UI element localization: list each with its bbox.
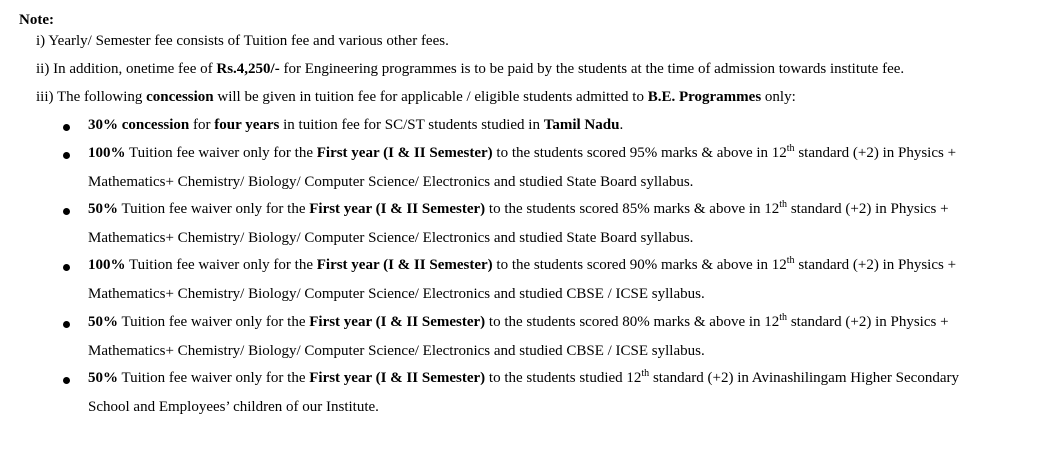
bullet-3-sup: th	[779, 199, 788, 210]
note-item-ii-text-a: ii) In addition, onetime fee of	[36, 61, 217, 77]
concession-bullet-state-board-100	[88, 145, 956, 162]
bullet-4-text-b: Tuition fee waiver only for the	[125, 257, 317, 273]
be-programmes-keyword: B.E. Programmes	[647, 89, 762, 105]
concession-bullet-cbse-50	[88, 314, 949, 331]
bullet-4-text-d: to the students scored 90% marks & above in 12	[492, 257, 787, 273]
note-item-iii-text-c: will be given in tuition fee for applicable / eligible students admitted to	[213, 89, 648, 105]
bullet-4-bold-a: 100%	[88, 257, 126, 273]
bullet-1-bold-e: Tamil Nadu	[543, 117, 620, 133]
bullet-5-text-e: standard (+2) in Physics +	[787, 314, 949, 330]
concession-bullet-sc-st	[88, 117, 623, 134]
bullet-2-text-e: standard (+2) in Physics +	[794, 145, 957, 161]
bullet-2-continuation: Mathematics+ Chemistry/ Biology/ Computer Science/ Electronics and studied State Board syllabus.	[88, 174, 694, 190]
note-item-iii-text-a: iii) The following	[36, 89, 147, 105]
concession-bullet-cbse-100	[88, 257, 956, 274]
bullet-1-bold-c: four years	[214, 117, 280, 133]
bullet-5-text-d: to the students scored 80% marks & above in 12	[485, 314, 780, 330]
bullet-3-text-e: standard (+2) in Physics +	[787, 201, 949, 217]
bullet-2-bold-a: 100%	[88, 145, 126, 161]
bullet-3-text-d: to the students scored 85% marks & above in 12	[485, 201, 780, 217]
bullet-4-text-e: standard (+2) in Physics +	[794, 257, 957, 273]
bullet-6-text-e: standard (+2) in Avinashilingam Higher Secondary	[649, 370, 959, 386]
bullet-dot	[63, 321, 70, 328]
concession-bullet-avinashilingam	[88, 370, 959, 387]
bullet-dot	[63, 264, 70, 271]
bullet-5-sup: th	[779, 312, 788, 323]
bullet-4-sup: th	[786, 255, 795, 266]
bullet-1-bold-a: 30% concession	[88, 117, 190, 133]
note-item-ii-text-c: for Engineering programmes is to be paid by the students at the time of admission towards institute fee.	[279, 61, 905, 77]
bullet-6-bold-a: 50%	[88, 370, 118, 386]
bullet-4-continuation: Mathematics+ Chemistry/ Biology/ Computer Science/ Electronics and studied CBSE / ICSE syllabus.	[88, 286, 705, 302]
bullet-6-text-d: to the students studied 12	[485, 370, 642, 386]
bullet-3-text-b: Tuition fee waiver only for the	[118, 201, 310, 217]
bullet-dot	[63, 152, 70, 159]
bullet-3-bold-a: 50%	[88, 201, 118, 217]
bullet-2-text-b: Tuition fee waiver only for the	[125, 145, 317, 161]
note-item-iii-text-e: only:	[761, 89, 796, 105]
bullet-3-continuation: Mathematics+ Chemistry/ Biology/ Computer Science/ Electronics and studied State Board syllabus.	[88, 230, 694, 246]
concession-bullet-state-board-50	[88, 201, 949, 218]
note-item-iii	[36, 89, 796, 106]
bullet-1-text-d: in tuition fee for SC/ST students studied in	[279, 117, 544, 133]
bullet-dot	[63, 377, 70, 384]
note-heading: Note:	[19, 12, 54, 28]
bullet-2-text-d: to the students scored 95% marks & above in 12	[492, 145, 787, 161]
bullet-2-sup: th	[786, 143, 795, 154]
bullet-2-bold-c: First year (I & II Semester)	[316, 145, 493, 161]
bullet-1-text-b: for	[189, 117, 215, 133]
bullet-3-bold-c: First year (I & II Semester)	[309, 201, 486, 217]
bullet-5-continuation: Mathematics+ Chemistry/ Biology/ Computer Science/ Electronics and studied CBSE / ICSE syllabus.	[88, 343, 705, 359]
bullet-4-bold-c: First year (I & II Semester)	[316, 257, 493, 273]
bullet-5-bold-a: 50%	[88, 314, 118, 330]
concession-keyword: concession	[146, 89, 214, 105]
bullet-5-text-b: Tuition fee waiver only for the	[118, 314, 310, 330]
bullet-1-text-f: .	[619, 117, 624, 133]
bullet-5-bold-c: First year (I & II Semester)	[309, 314, 486, 330]
onetime-fee-amount: Rs.4,250/-	[216, 61, 280, 77]
bullet-6-bold-c: First year (I & II Semester)	[309, 370, 486, 386]
bullet-dot	[63, 124, 70, 131]
note-item-ii	[36, 61, 904, 78]
bullet-dot	[63, 208, 70, 215]
note-item-i: i) Yearly/ Semester fee consists of Tuition fee and various other fees.	[36, 33, 449, 49]
bullet-6-continuation: School and Employees’ children of our Institute.	[88, 399, 379, 415]
bullet-6-sup: th	[641, 368, 650, 379]
bullet-6-text-b: Tuition fee waiver only for the	[118, 370, 310, 386]
